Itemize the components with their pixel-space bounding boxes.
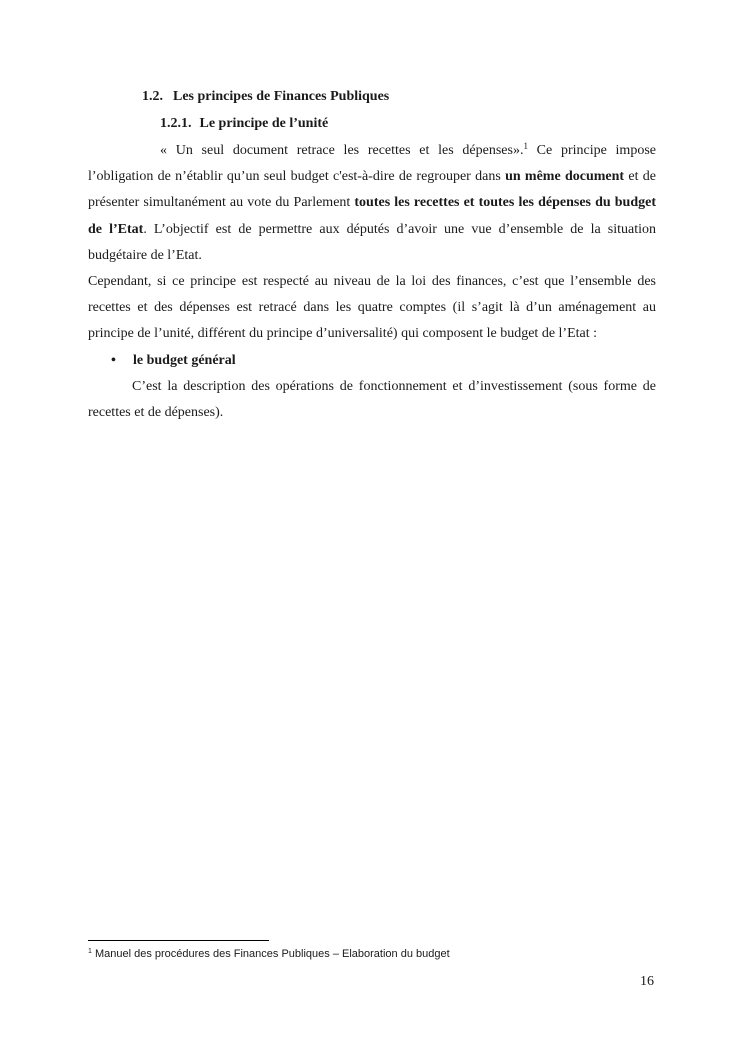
bullet-icon: • — [111, 352, 116, 368]
bullet-list-item — [88, 348, 656, 374]
paragraph-however: Cependant, si ce principe est respecté au niveau de la loi des finances, c’est que l’ensemble des recettes et des dépenses est retracé dans les quatre comptes (il s’agit là d’un aménagement au principe de l’unité, différent du principe d’universalité) qui composent le budget de l’Etat : — [88, 274, 656, 342]
subsection-number: 1.2.1. — [160, 116, 192, 131]
quote-text: « Un seul document retrace les recettes et les dépenses». — [160, 143, 524, 158]
section-number: 1.2. — [142, 89, 163, 104]
paragraph-text: . L’objectif est de permettre aux députés d’avoir une vue d’ensemble de la situation budgétaire de l’Etat. — [88, 221, 656, 263]
subsection-heading-1-2-1 — [160, 116, 328, 132]
footnote-reference: 1 — [523, 141, 528, 151]
paragraph-general-budget: C’est la description des opérations de fonctionnement et d’investissement (sous forme de recettes et de dépenses). — [88, 378, 656, 421]
footnote-text: Manuel des procédures des Finances Publiques – Elaboration du budget — [91, 948, 450, 960]
page-number: 16 — [640, 974, 654, 989]
footnote-separator — [88, 940, 269, 941]
section-title: Les principes de Finances Publiques — [173, 89, 390, 104]
emphasis-all-revenues-expenses: toutes les recettes et toutes les dépenses du budget de l’Etat — [88, 195, 656, 237]
body-text — [88, 138, 656, 426]
subsection-title: Le principe de l’unité — [199, 116, 329, 131]
paragraph-text: Ce principe impose l’obligation de n’établir qu’un seul budget c'est-à-dire de regrouper dans — [88, 143, 656, 185]
paragraph-unity-principle — [88, 138, 656, 269]
section-heading-1-2 — [142, 89, 389, 105]
bullet-label: le budget général — [133, 352, 236, 368]
paragraph-text: et de présenter simultanément au vote du Parlement — [88, 169, 656, 211]
footnote-marker: 1 — [88, 948, 92, 955]
footnote — [88, 948, 450, 960]
emphasis-same-document: un même document — [505, 169, 625, 185]
